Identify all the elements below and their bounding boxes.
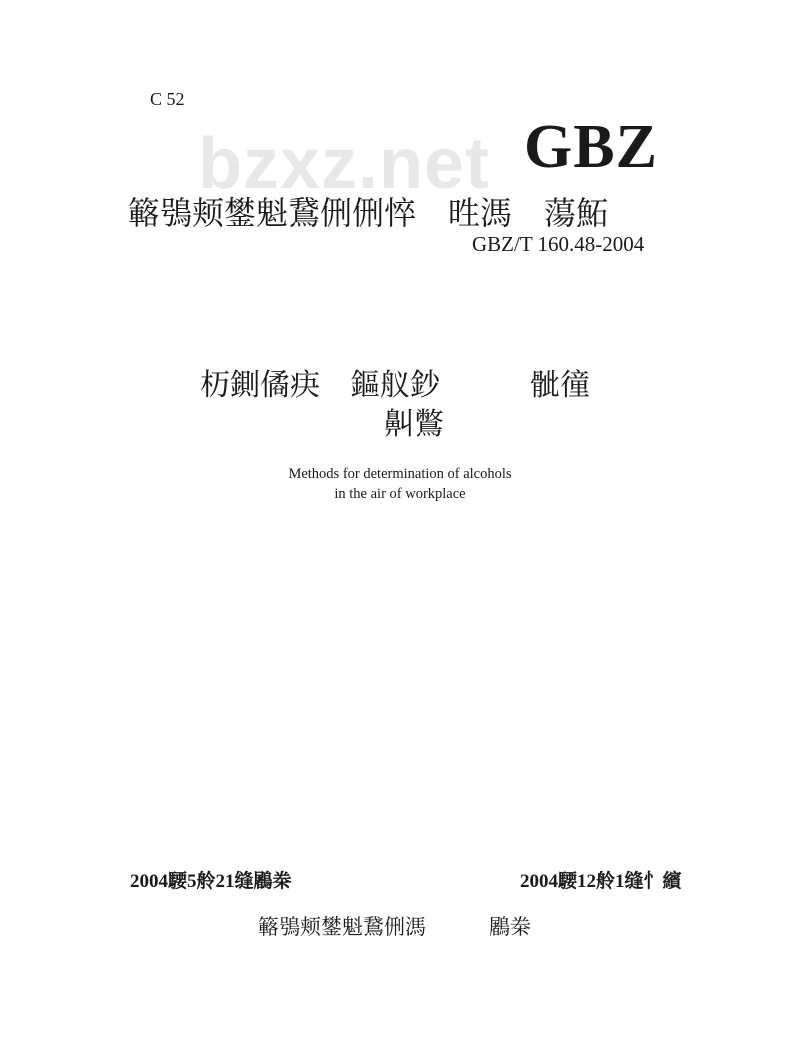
document-title-en-line2: in the air of workplace [334,486,466,502]
implementation-date: 2004騕12舲1缝忄繽 [520,871,682,892]
brand-logo: GBZ [524,113,658,181]
standard-number: GBZ/T 160.48-2004 [472,232,645,256]
document-title-en-line1: Methods for determination of alcohols [288,466,512,482]
document-title-en [0,464,800,504]
standard-title: 簵鴞颊鐢魁鵞侀侀悴 甠溤 蕩鮖 [128,195,609,231]
document-title-cn-line2: 鼼鷩 [384,408,444,441]
watermark: bzxz.net [198,124,491,204]
document-title-cn-line1: 杤鍘僪疦 鏂舣鈔 骴徸 [200,369,590,402]
issue-date: 2004騕5舲21缝鷵桊 [130,871,292,892]
classification-code: C 52 [150,89,185,109]
issuing-authority: 簵鴞颊鐢魁鵞侀溤 鷵桊 [258,915,531,939]
